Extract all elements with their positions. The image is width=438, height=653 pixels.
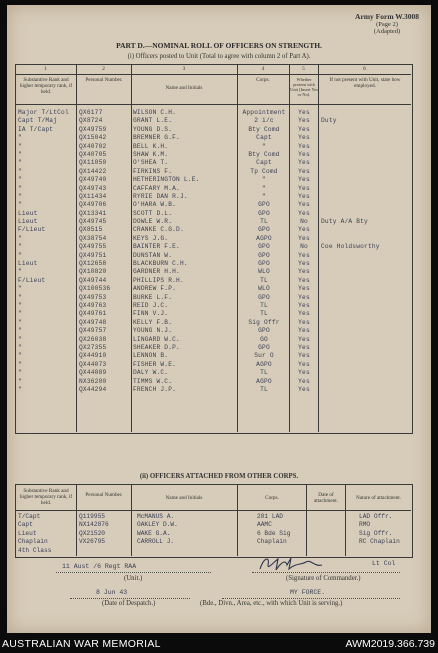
name-cell: CARROLL J. — [137, 538, 175, 546]
form-note: (Adapted) — [373, 28, 401, 35]
table-row — [15, 243, 411, 251]
form-page: (Page 2) — [376, 20, 398, 28]
corps-cell: GPO — [258, 243, 270, 251]
table-row — [15, 361, 411, 369]
rank-cell: " — [18, 176, 22, 184]
rank-cell: " — [18, 150, 22, 158]
table-row — [15, 252, 411, 260]
corps-cell: WLO — [258, 285, 270, 293]
present-cell: Yes — [298, 167, 310, 175]
present-cell: Yes — [298, 192, 310, 200]
corps-cell: Capt — [256, 159, 272, 167]
table-row — [15, 352, 411, 360]
attached-rows — [15, 513, 411, 555]
present-cell: Yes — [298, 159, 310, 167]
name-cell: SCOTT D.L. — [133, 209, 173, 217]
present-cell: Yes — [298, 285, 310, 293]
number-cell: QX13341 — [79, 209, 107, 217]
present-cell: Yes — [298, 226, 310, 234]
name-cell: CAFFARY M.A. — [133, 184, 180, 192]
number-cell: QX27355 — [79, 343, 107, 351]
rank-cell: Major T/LtCol — [18, 109, 69, 116]
nature-cell: RC Chaplain — [359, 538, 400, 546]
rank-cell: " — [18, 385, 22, 393]
table-row — [15, 260, 411, 268]
corps-cell: GPO — [258, 226, 270, 234]
rank-cell: " — [18, 369, 22, 377]
number-cell: QX11050 — [79, 159, 107, 167]
present-cell: Yes — [298, 318, 310, 326]
attached-header-name: Name and Initials — [165, 495, 203, 501]
table-row — [15, 134, 411, 142]
corps-cell: Capt — [256, 134, 272, 142]
name-cell: BAINTER F.E. — [133, 243, 180, 251]
name-cell: DALY W.C. — [133, 369, 169, 377]
table-row — [15, 126, 411, 134]
name-cell: GRANT L.E. — [133, 117, 173, 125]
rank-cell: " — [18, 184, 22, 192]
despatch-label: (Date of Despatch.) — [102, 600, 156, 607]
number-cell: QX49763 — [79, 301, 107, 309]
employed-cell: Coe Holdsworthy — [321, 243, 380, 251]
present-cell: Yes — [298, 310, 310, 318]
number-cell: QX21520 — [79, 529, 105, 537]
rank-cell: " — [18, 327, 22, 335]
number-cell: QX100536 — [79, 285, 111, 293]
col-number-5: 5 — [302, 66, 305, 72]
table-row — [15, 109, 411, 117]
number-cell: QX49757 — [79, 327, 107, 335]
corps-cell: Tp Comd — [250, 167, 278, 175]
number-cell: QX40702 — [79, 142, 107, 150]
rank-cell: " — [18, 310, 22, 318]
corps-cell: 2 i/c — [254, 117, 274, 125]
caption-institution: AUSTRALIAN WAR MEMORIAL — [2, 638, 161, 650]
number-cell: NX36200 — [79, 377, 107, 385]
table-row — [15, 193, 411, 201]
name-cell: BURKE L.F. — [133, 293, 173, 301]
number-cell: QX49759 — [79, 125, 107, 133]
number-cell: QX8515 — [79, 226, 103, 234]
number-cell: QX49740 — [79, 176, 107, 184]
number-cell: QX49751 — [79, 251, 107, 259]
rank-cell: F/Lieut — [18, 226, 46, 234]
name-cell: RYRIE DAN R.J. — [133, 192, 188, 200]
present-cell: Yes — [298, 176, 310, 184]
rank-cell: " — [18, 167, 22, 175]
number-cell: QX6177 — [79, 109, 103, 116]
table-row — [15, 168, 411, 176]
attached-header-nature: Nature of attachment. — [355, 495, 402, 501]
corps-cell: GPO — [258, 293, 270, 301]
table-row — [15, 176, 411, 184]
rank-cell: " — [18, 192, 22, 200]
number-cell: QX8724 — [79, 117, 103, 125]
present-cell: Yes — [298, 343, 310, 351]
part-title: PART D.—NOMINAL ROLL OF OFFICERS ON STRENGTH. — [116, 41, 322, 50]
number-cell: QX49706 — [79, 201, 107, 209]
nature-cell: RMO — [359, 521, 371, 529]
unit-line — [56, 572, 211, 573]
nature-cell: LAD Offr. — [359, 513, 393, 520]
present-cell: Yes — [298, 150, 310, 158]
table-row — [15, 117, 411, 125]
number-cell: QX49755 — [79, 243, 107, 251]
corps-cell: GPO — [258, 343, 270, 351]
col-number-2: 2 — [102, 66, 105, 72]
corps-cell: " — [262, 184, 266, 192]
present-cell: Yes — [298, 268, 310, 276]
rank-cell: Lieut — [18, 260, 38, 268]
name-cell: FINN V.J. — [133, 310, 169, 318]
name-cell: CRANKE C.G.D. — [133, 226, 184, 234]
table-row — [15, 235, 411, 243]
number-cell: QX44089 — [79, 369, 107, 377]
name-cell: FIRKINS F. — [133, 167, 173, 175]
attached-header-date: Date of attachment. — [313, 492, 339, 504]
rank-cell: " — [18, 251, 22, 259]
name-cell: REID J.C. — [133, 301, 169, 309]
present-cell: Yes — [298, 117, 310, 125]
attached-row — [15, 513, 411, 521]
name-cell: YOUNG N.J. — [133, 327, 173, 335]
present-cell: Yes — [298, 184, 310, 192]
table-row — [15, 285, 411, 293]
number-cell: QX49743 — [79, 184, 107, 192]
attached-header-number: Personal Number. — [85, 492, 123, 498]
part-subtitle: (i) Officers posted to Unit (Total to agree with column 2 of Part A). — [127, 53, 311, 60]
name-cell: DOWLE W.R. — [133, 218, 173, 226]
header-present: Whether present with Unit (Insert Yes or No). — [290, 77, 318, 97]
table-row — [15, 218, 411, 226]
rank-cell: " — [18, 201, 22, 209]
table-row — [15, 210, 411, 218]
name-cell: HETHERINGTON L.E. — [133, 176, 200, 184]
attached-row — [15, 521, 411, 529]
table-row — [15, 201, 411, 209]
present-cell: Yes — [298, 234, 310, 242]
unit-label: (Unit.) — [124, 575, 143, 582]
corps-cell: AGPO — [256, 377, 272, 385]
name-cell: KEYS J.G. — [133, 234, 169, 242]
table-row — [15, 268, 411, 276]
table-row — [15, 226, 411, 234]
header-corps: Corps. — [256, 77, 270, 83]
name-cell: WAKE G.A. — [137, 529, 171, 537]
rank-cell: 4th Class — [18, 546, 52, 554]
name-cell: WILSON C.H. — [133, 109, 177, 116]
number-cell: QX49748 — [79, 318, 107, 326]
col-number-4: 4 — [261, 66, 265, 72]
rank-cell: " — [18, 134, 22, 142]
commander-rank: Lt Col — [372, 560, 396, 567]
number-cell: QX49753 — [79, 293, 107, 301]
corps-cell: AGPO — [256, 360, 272, 368]
employed-cell: Duty A/A Bty — [321, 218, 368, 226]
table-row — [15, 185, 411, 193]
corps-cell: Bty Comd — [248, 125, 280, 133]
present-cell: Yes — [298, 209, 310, 217]
area-label: (Bde., Divn., Area, etc., with which Unit is serving.) — [200, 600, 343, 607]
name-cell: ANDREW F.P. — [133, 285, 177, 293]
corps-cell: Appointment — [242, 109, 286, 116]
present-cell: Yes — [298, 377, 310, 385]
present-cell: Yes — [298, 251, 310, 259]
rank-cell: " — [18, 343, 22, 351]
roll-rows — [15, 109, 411, 394]
header-number: Personal Number. — [85, 77, 123, 83]
employed-cell: Duty — [321, 117, 337, 125]
table-row — [15, 143, 411, 151]
rank-cell: " — [18, 293, 22, 301]
header-employed: If not present with Unit, state how employed. — [329, 77, 401, 89]
rank-cell: Lieut — [18, 529, 37, 537]
rank-cell: Chaplain — [18, 538, 48, 546]
name-cell: McMANUS A. — [137, 513, 175, 520]
number-cell: QX10820 — [79, 268, 107, 276]
corps-cell: 6 Bde Sig — [257, 529, 291, 537]
name-cell: TIMMS W.C. — [133, 377, 173, 385]
rank-cell: " — [18, 234, 22, 242]
number-cell: QX14422 — [79, 167, 107, 175]
number-cell: QX49761 — [79, 310, 107, 318]
name-cell: BELL K.H. — [133, 142, 169, 150]
corps-cell: GPO — [258, 251, 270, 259]
name-cell: SHAW K.M. — [133, 150, 169, 158]
name-cell: YOUNG D.S. — [133, 125, 173, 133]
corps-cell: Chaplain — [257, 538, 287, 546]
name-cell: SHEAKER D.P. — [133, 343, 180, 351]
present-cell: Yes — [298, 335, 310, 343]
name-cell: LENNON B. — [133, 352, 169, 360]
corps-cell: GPO — [258, 201, 270, 209]
rank-cell: " — [18, 352, 22, 360]
signature-label: (Signature of Commander.) — [286, 575, 361, 582]
corps-cell: GPO — [258, 327, 270, 335]
table-row — [15, 378, 411, 386]
corps-cell: AGPO — [256, 234, 272, 242]
rank-cell: " — [18, 301, 22, 309]
corps-cell: GPO — [258, 260, 270, 268]
number-cell: QX44073 — [79, 360, 107, 368]
name-cell: FISHER W.E. — [133, 360, 177, 368]
number-cell: QX49744 — [79, 276, 107, 284]
header-rank: Substantive Rank and higher temporary rank, if held. — [19, 77, 73, 95]
rank-cell: Lieut — [18, 218, 38, 226]
corps-cell: TL — [260, 385, 268, 393]
attached-row — [15, 538, 411, 546]
name-cell: DUNSTAN W. — [133, 251, 173, 259]
table-row — [15, 159, 411, 167]
table-row — [15, 302, 411, 310]
rank-cell: " — [18, 243, 22, 251]
rank-cell: " — [18, 268, 22, 276]
number-cell: VX26795 — [79, 538, 105, 546]
table-row — [15, 327, 411, 335]
present-cell: Yes — [298, 301, 310, 309]
attached-row — [15, 547, 411, 555]
despatch-line — [70, 598, 190, 599]
table-row — [15, 310, 411, 318]
table-row — [15, 277, 411, 285]
number-cell: QX44910 — [79, 352, 107, 360]
rank-cell: Capt — [18, 521, 33, 529]
col-number-6: 6 — [363, 66, 366, 72]
present-cell: Yes — [298, 201, 310, 209]
name-cell: GARDNER H.H. — [133, 268, 180, 276]
corps-cell: TL — [260, 369, 268, 377]
corps-cell: " — [262, 142, 266, 150]
rank-cell: " — [18, 159, 22, 167]
name-cell: FRENCH J.P. — [133, 385, 177, 393]
present-cell: Yes — [298, 369, 310, 377]
number-cell: QX15042 — [79, 134, 107, 142]
table-row — [15, 294, 411, 302]
name-cell: KELLY F.B. — [133, 318, 173, 326]
number-cell: QX44294 — [79, 385, 107, 393]
present-cell: Yes — [298, 134, 310, 142]
signature-line — [252, 572, 400, 573]
number-cell: QX38754 — [79, 234, 107, 242]
corps-cell: " — [262, 176, 266, 184]
rank-cell: Lieut — [18, 209, 38, 217]
corps-cell: Sig Offr — [248, 318, 280, 326]
number-cell: Q119955 — [79, 513, 105, 520]
attached-header-line — [15, 510, 411, 511]
corps-cell: AAMC — [257, 521, 272, 529]
rank-cell: " — [18, 285, 22, 293]
name-cell: O'SHEA T. — [133, 159, 169, 167]
present-cell: Yes — [298, 352, 310, 360]
caption-accession: AWM2019.366.739 — [345, 638, 435, 650]
present-cell: Yes — [298, 276, 310, 284]
rank-cell: " — [18, 377, 22, 385]
unit-typed: 11 Aust /6 Regt RAA — [62, 563, 137, 570]
present-cell: Yes — [298, 327, 310, 335]
corps-cell: TL — [260, 218, 268, 226]
corps-cell: TL — [260, 310, 268, 318]
attached-header-rank: Substantive Rank and higher temporary rank, if held. — [19, 488, 73, 506]
present-cell: No — [300, 218, 308, 226]
name-cell: PHILLIPS R.H. — [133, 276, 184, 284]
area-typed: MY FORCE. — [290, 589, 326, 596]
attached-section-title: (ii) OFFICERS ATTACHED FROM OTHER CORPS. — [139, 473, 299, 480]
rank-cell: " — [18, 360, 22, 368]
caption-bar — [0, 635, 438, 653]
corps-cell: 201 LAD — [257, 513, 283, 520]
table-row — [15, 344, 411, 352]
attached-header-corps: Corps. — [265, 495, 279, 501]
number-cell: QX40705 — [79, 150, 107, 158]
corps-cell: GO — [260, 335, 268, 343]
col-number-1: 1 — [44, 66, 47, 72]
despatch-date-typed: 8 Jun 43 — [96, 589, 128, 596]
corps-cell: WLO — [258, 268, 270, 276]
present-cell: Yes — [298, 142, 310, 150]
rank-cell: F/Lieut — [18, 276, 46, 284]
table-row — [15, 336, 411, 344]
table-row — [15, 151, 411, 159]
rank-cell: IA T/Capt — [18, 125, 54, 133]
number-cell: QX49745 — [79, 218, 107, 226]
present-cell: Yes — [298, 260, 310, 268]
header-name: Name and Initials — [165, 85, 203, 91]
rank-cell: " — [18, 318, 22, 326]
form-reference — [355, 13, 419, 36]
corps-cell: TL — [260, 276, 268, 284]
present-cell: No — [300, 243, 308, 251]
number-cell: NX142876 — [79, 521, 109, 529]
name-cell: BREMNER G.F. — [133, 134, 180, 142]
table-row — [15, 386, 411, 394]
rank-cell: Capt T/Maj — [18, 117, 58, 125]
corps-cell: TL — [260, 301, 268, 309]
present-cell: Yes — [298, 385, 310, 393]
present-cell: Yes — [298, 109, 310, 116]
present-cell: Yes — [298, 360, 310, 368]
name-cell: BLACKBURN C.H. — [133, 260, 188, 268]
name-cell: LINGARD W.C. — [133, 335, 180, 343]
number-cell: QX26038 — [79, 335, 107, 343]
corps-cell: " — [262, 192, 266, 200]
corps-cell: Sur O — [254, 352, 274, 360]
corps-cell: GPO — [258, 209, 270, 217]
present-cell: Yes — [298, 293, 310, 301]
corps-cell: Bty Comd — [248, 150, 280, 158]
nature-cell: Sig Offr. — [359, 529, 393, 537]
present-cell: Yes — [298, 125, 310, 133]
col-number-3: 3 — [182, 66, 186, 72]
form-title: Army Form W.3008 — [355, 12, 419, 21]
number-cell: QX12658 — [79, 260, 107, 268]
number-cell: QX11434 — [79, 192, 107, 200]
rank-cell: T/Capt — [18, 513, 41, 520]
table-row — [15, 369, 411, 377]
rank-cell: " — [18, 142, 22, 150]
area-line — [222, 598, 400, 599]
rank-cell: " — [18, 335, 22, 343]
table-row — [15, 319, 411, 327]
attached-row — [15, 530, 411, 538]
name-cell: OAKLEY D.W. — [137, 521, 178, 529]
name-cell: O'HARA W.B. — [133, 201, 177, 209]
